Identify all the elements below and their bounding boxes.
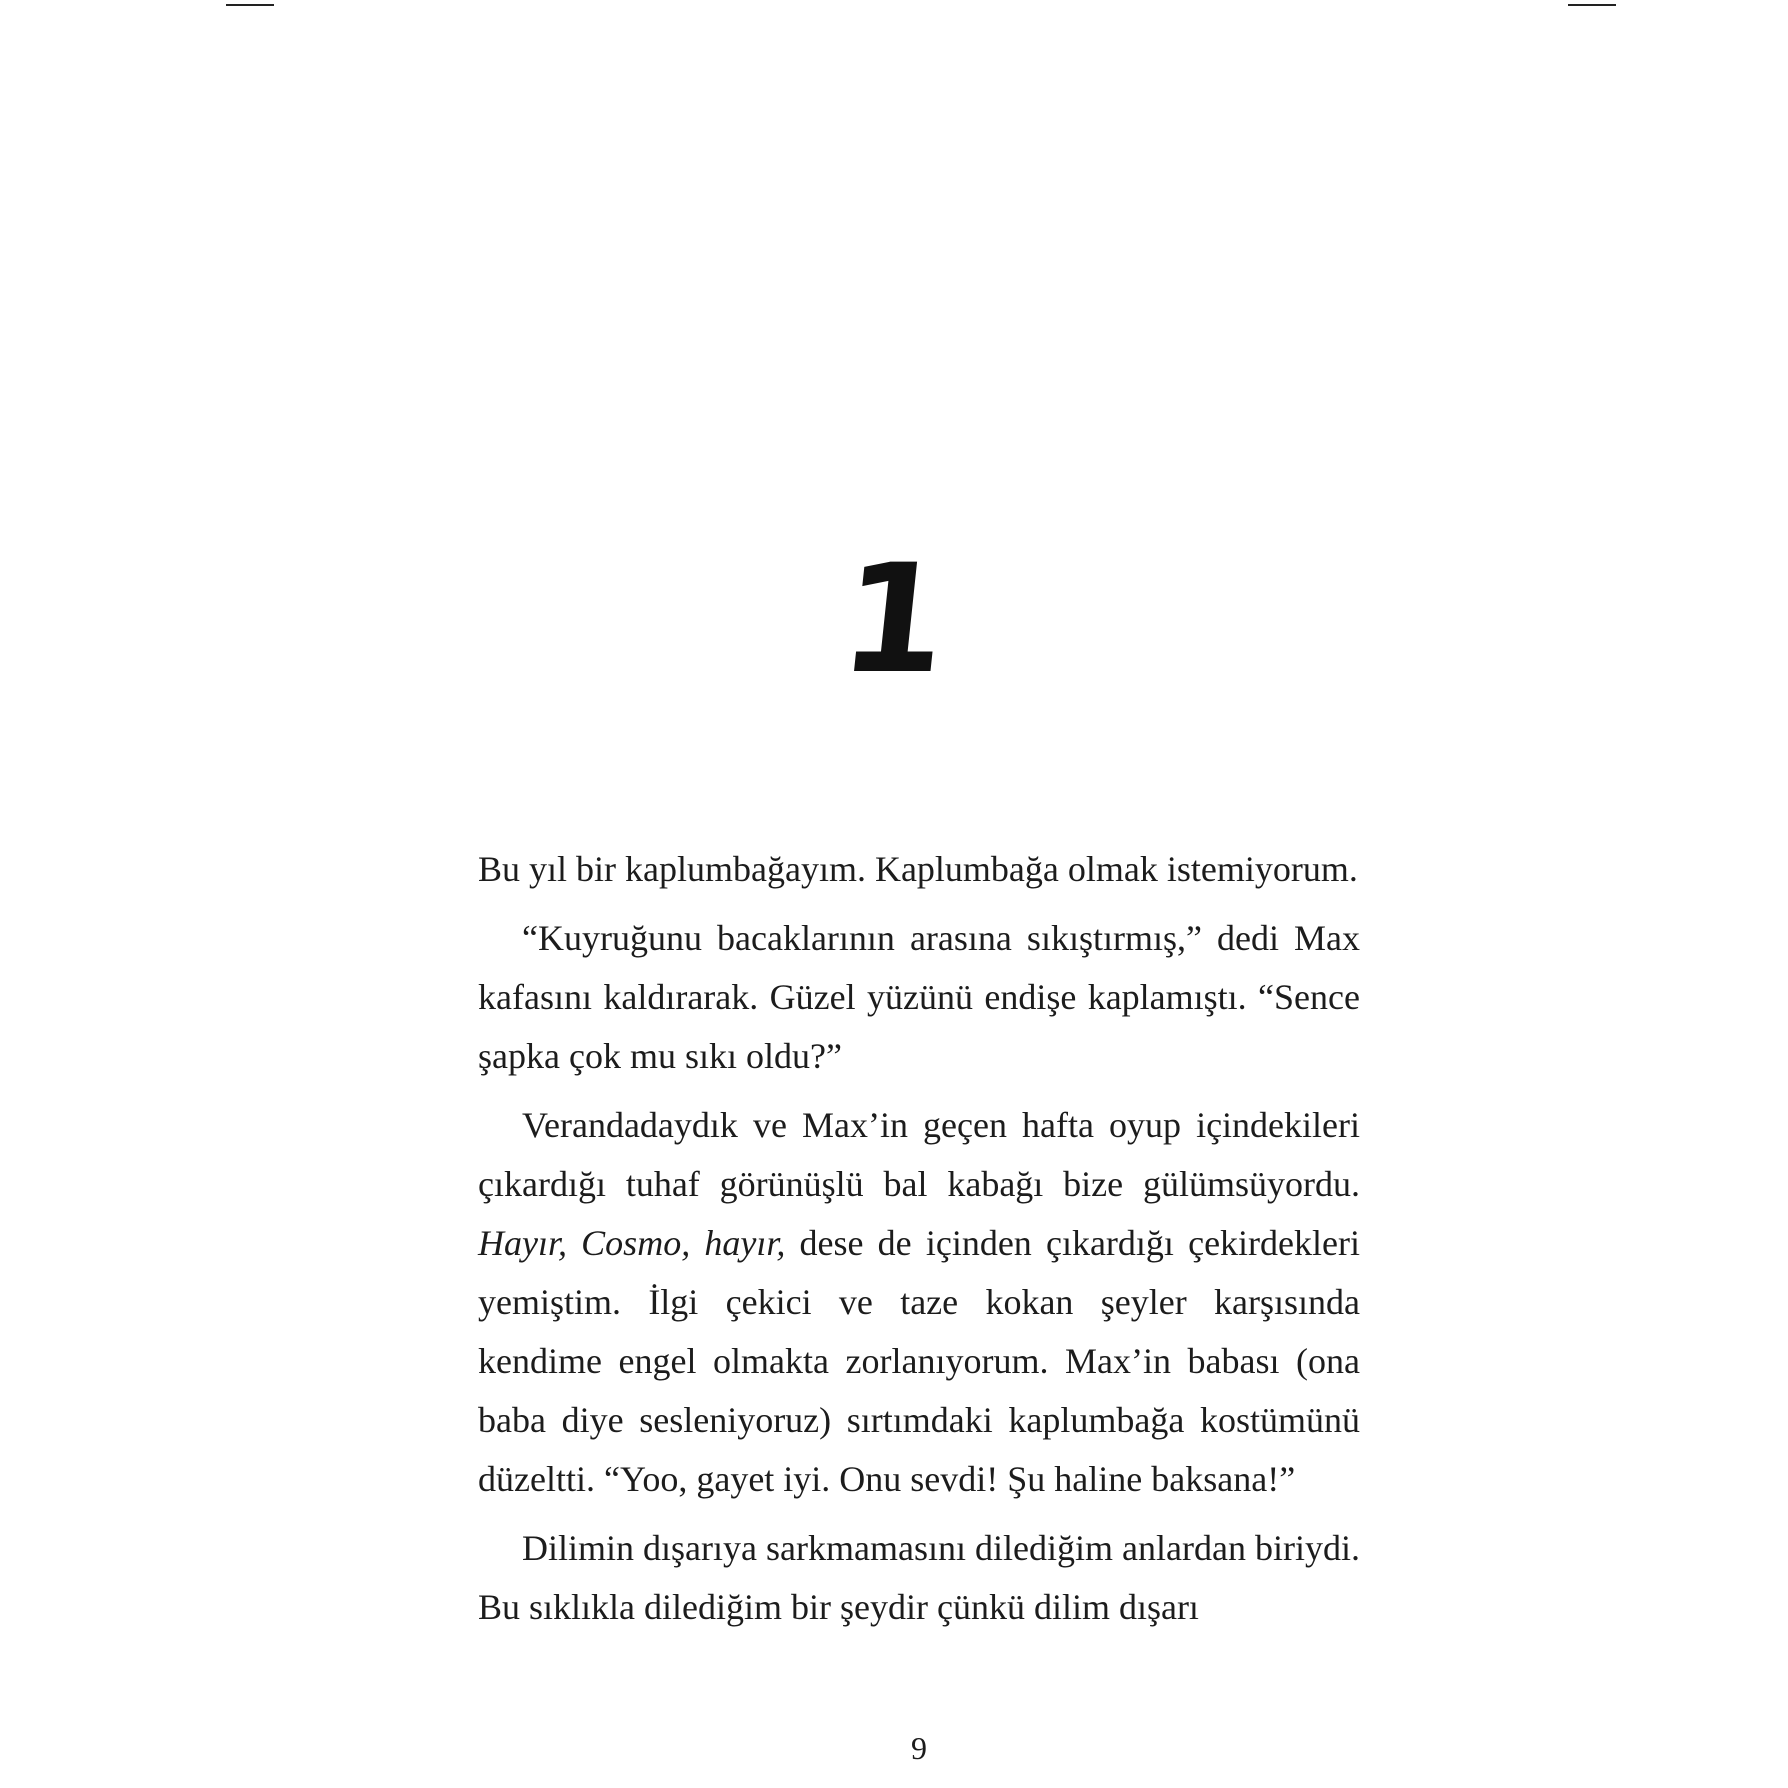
crop-mark-left (226, 4, 274, 6)
page-number: 9 (911, 1730, 927, 1766)
paragraph-3 (478, 1096, 1360, 1509)
paragraph-4: Dilimin dışarıya sarkmamasını dilediğim anlardan biriydi. Bu sıklıkla dilediğim bir şeydir çünkü dilim dışarı (478, 1528, 1360, 1627)
paragraph-3-text-after: dese de içinden çıkardığı çekirdekleri yemiştim. İlgi çekici ve taze kokan şeyler karşısında kendime engel olmakta zorlanıyorum. Max’in babası (ona baba diye sesleniyoruz) sırtımdaki kaplumbağa kostümünü düzeltti. “Yoo, gayet iyi. Onu sevdi! Şu haline baksana!” (478, 1223, 1360, 1499)
paragraph-1: Bu yıl bir kaplumbağayım. Kaplumbağa olmak istemiyorum. (478, 849, 1358, 889)
crop-mark-right (1568, 4, 1616, 6)
paragraph-2: “Kuyruğunu bacaklarının arasına sıkıştırmış,” dedi Max kafasını kaldırarak. Güzel yüzünü endişe kaplamıştı. “Sence şapka çok mu sıkı oldu?” (478, 918, 1360, 1076)
chapter-number: 1 (832, 533, 956, 707)
paragraph-3-italic: Hayır, Cosmo, hayır, (478, 1223, 786, 1263)
body-text (478, 840, 1360, 1647)
paragraph-3-text-before: Verandadaydık ve Max’in geçen hafta oyup içindekileri çıkardığı tuhaf görünüşlü bal kabağı bize gülümsüyordu. (478, 1105, 1360, 1204)
